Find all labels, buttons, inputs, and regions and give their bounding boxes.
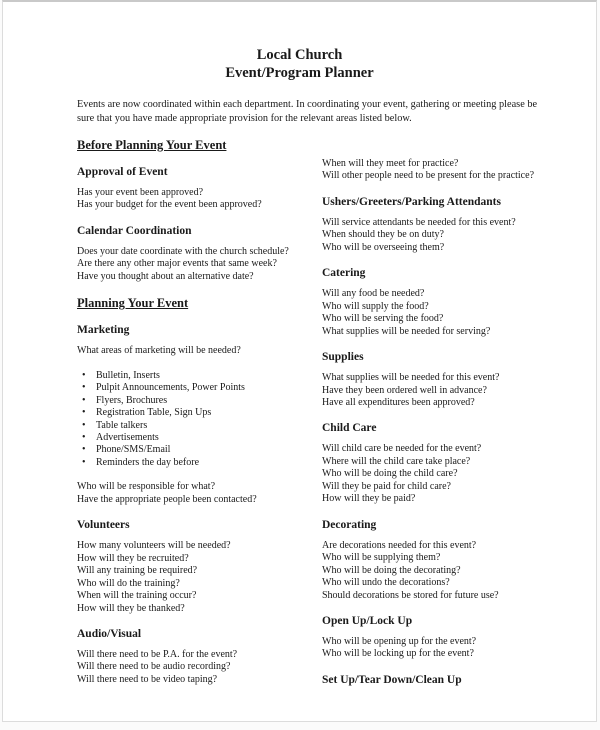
question-line: When will they meet for practice?	[322, 158, 459, 169]
question-line: How will they be thanked?	[77, 602, 185, 614]
bullet-item: • Phone/SMS/Email	[77, 444, 309, 456]
question-line: Will any training be required?	[77, 565, 198, 577]
section-heading: Catering	[322, 267, 366, 280]
section-heading: Supplies	[322, 351, 364, 364]
section-heading: Marketing	[77, 324, 130, 337]
question-group	[77, 187, 309, 212]
bullet-item: • Pulpit Announcements, Power Points	[77, 382, 309, 394]
bullet-item: • Bulletin, Inserts	[77, 370, 309, 382]
question-line: Have all expenditures been approved?	[322, 396, 475, 408]
question-line: Where will the child care take place?	[322, 455, 471, 467]
question-line: Have they been ordered well in advance?	[322, 384, 487, 396]
left-column	[77, 137, 309, 698]
question-group	[322, 217, 560, 254]
question-line: Does your date coordinate with the church schedule?	[77, 245, 289, 257]
bullet-item: • Flyers, Brochures	[77, 395, 309, 407]
question-group	[77, 246, 309, 283]
right-column	[322, 137, 560, 698]
document-subtitle: Event/Program Planner	[225, 65, 374, 81]
question-line: How will they be recruited?	[77, 552, 189, 564]
question-group	[77, 649, 309, 686]
question-line: Has your budget for the event been approved?	[77, 199, 262, 211]
question-line: Will other people need to be present for the practice?	[322, 170, 535, 182]
question-line: Will there need to be audio recording?	[77, 661, 231, 673]
question-group	[322, 158, 560, 183]
question-line: How many volunteers will be needed?	[77, 540, 231, 552]
document-page	[2, 0, 597, 722]
question-line: Should decorations be stored for future use?	[322, 589, 499, 601]
section-heading: Calendar Coordination	[77, 224, 192, 237]
question-line: How will they be paid?	[322, 493, 416, 505]
section-heading: Set Up/Tear Down/Clean Up	[322, 673, 462, 686]
question-group	[77, 540, 309, 615]
question-line: Will there need to be P.A. for the event?	[77, 648, 238, 660]
document-header	[3, 46, 596, 82]
question-line: Have the appropriate people been contacted?	[77, 493, 257, 505]
section-heading: Open Up/Lock Up	[322, 614, 413, 627]
question-line: Are there any other major events that same week?	[77, 258, 277, 270]
question-line: Will they be paid for child care?	[322, 480, 451, 492]
question-group	[77, 345, 309, 357]
question-line: Has your event been approved?	[77, 187, 204, 198]
question-line: Who will supply the food?	[322, 300, 429, 312]
question-line: Will service attendants be needed for this event?	[322, 216, 516, 228]
bullet-list	[77, 370, 309, 470]
question-group	[322, 372, 560, 409]
question-line: Have you thought about an alternative date?	[77, 270, 254, 282]
document-title: Local Church	[256, 47, 343, 63]
question-group	[322, 288, 560, 338]
question-line: Will child care be needed for the event?	[322, 443, 482, 455]
question-line: Who will be responsible for what?	[77, 481, 216, 493]
section-heading: Ushers/Greeters/Parking Attendants	[322, 195, 501, 208]
question-group	[322, 443, 560, 505]
bullet-item: • Registration Table, Sign Ups	[77, 407, 309, 419]
bullet-item: • Table talkers	[77, 420, 309, 432]
section-heading: Volunteers	[77, 519, 130, 532]
question-line: Are decorations needed for this event?	[322, 539, 477, 551]
section-heading-major: Planning Your Event	[77, 296, 189, 311]
document-columns	[77, 137, 596, 698]
question-line: Who will be overseeing them?	[322, 241, 445, 253]
question-line: When will the training occur?	[77, 590, 197, 602]
section-heading: Child Care	[322, 422, 377, 435]
question-line: Who will be opening up for the event?	[322, 635, 477, 647]
question-line: When should they be on duty?	[322, 229, 444, 241]
section-heading-major: Before Planning Your Event	[77, 138, 227, 152]
intro-paragraph: Events are now coordinated within each department. In coordinating your event, gathering or meeting please be sure that you have made appropriate provision for the relevant areas listed below.	[77, 99, 538, 124]
question-line: What supplies will be needed for this event?	[322, 372, 500, 384]
bullet-item: • Reminders the day before	[77, 457, 309, 469]
section-heading: Audio/Visual	[77, 627, 142, 640]
question-line: Who will be locking up for the event?	[322, 648, 474, 660]
question-line: What supplies will be needed for serving?	[322, 325, 491, 337]
question-group	[77, 481, 309, 506]
question-line: Who will be supplying them?	[322, 552, 441, 564]
bullet-item: • Advertisements	[77, 432, 309, 444]
question-group	[322, 636, 560, 661]
question-line: Who will do the training?	[77, 577, 180, 589]
question-line: Who will be doing the child care?	[322, 468, 458, 480]
section-heading: Approval of Event	[77, 166, 168, 178]
question-line: Will there need to be video taping?	[77, 673, 218, 685]
question-group	[322, 540, 560, 602]
question-line: Will any food be needed?	[322, 288, 425, 300]
question-line: Who will be doing the decorating?	[322, 564, 461, 576]
question-line: Who will undo the decorations?	[322, 577, 450, 589]
question-line: What areas of marketing will be needed?	[77, 345, 241, 357]
section-heading: Decorating	[322, 518, 377, 531]
question-line: Who will be serving the food?	[322, 313, 444, 325]
